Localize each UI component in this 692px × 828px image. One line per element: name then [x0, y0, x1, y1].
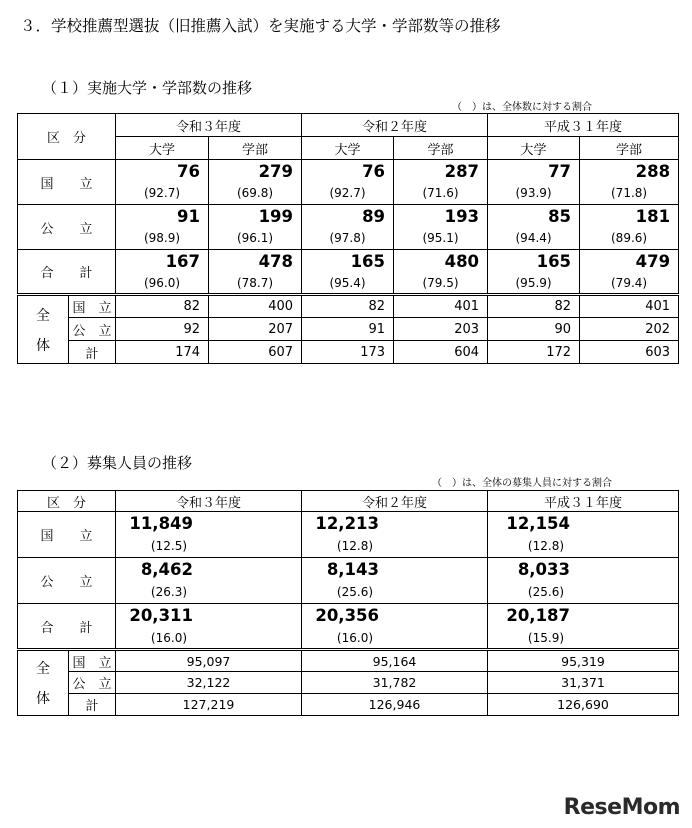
count-value: 165	[302, 250, 394, 273]
ratio-value: (89.6)	[580, 228, 679, 250]
ratio-value: (92.7)	[302, 183, 394, 205]
total-value: 172	[488, 341, 580, 364]
count-value: 479	[580, 250, 679, 273]
total-value: 207	[209, 318, 302, 341]
total-value: 31,782	[302, 672, 488, 694]
logo-text-post: Mom	[621, 795, 680, 820]
kubun-header: 区 分	[18, 491, 116, 512]
total-value: 31,371	[488, 672, 679, 694]
year-header: 令和３年度	[116, 491, 302, 512]
ratio-value: (26.3)	[116, 582, 302, 604]
ratio-value: (69.8)	[209, 183, 302, 205]
sub-header-faculty: 学部	[580, 137, 679, 160]
ratio-value: (79.5)	[394, 273, 488, 295]
ratio-value: (96.1)	[209, 228, 302, 250]
recruit-value: 11,849	[116, 512, 302, 536]
ratio-value: (12.8)	[488, 536, 679, 558]
total-value: 91	[302, 318, 394, 341]
total-value: 82	[302, 295, 394, 318]
ratio-value: (93.9)	[488, 183, 580, 205]
recruit-value: 8,033	[488, 558, 679, 582]
ratio-value: (71.8)	[580, 183, 679, 205]
count-value: 167	[116, 250, 209, 273]
count-value: 480	[394, 250, 488, 273]
total-value: 604	[394, 341, 488, 364]
ratio-value: (92.7)	[116, 183, 209, 205]
sub-header-univ: 大学	[116, 137, 209, 160]
logo-text-pre: Res	[563, 795, 608, 820]
kubun-header: 区 分	[18, 114, 116, 160]
recruit-value: 12,154	[488, 512, 679, 536]
total-label-bottom: 体	[36, 691, 50, 707]
total-value: 401	[580, 295, 679, 318]
count-value: 165	[488, 250, 580, 273]
section2-note: （ ）は、全体の募集人員に対する割合	[432, 478, 612, 489]
total-group-label	[18, 650, 69, 716]
total-row-label: 国 立	[69, 650, 116, 672]
recruit-value: 8,462	[116, 558, 302, 582]
ratio-value: (97.8)	[302, 228, 394, 250]
row-label: 公 立	[18, 205, 116, 250]
total-row-label: 計	[69, 694, 116, 716]
count-value: 181	[580, 205, 679, 228]
section2-title: （２）募集人員の推移	[42, 454, 193, 472]
count-value: 199	[209, 205, 302, 228]
ratio-value: (78.7)	[209, 273, 302, 295]
row-label: 国 立	[18, 512, 116, 558]
total-value: 82	[488, 295, 580, 318]
row-label: 合 計	[18, 604, 116, 650]
count-value: 287	[394, 160, 488, 183]
section1-title: （１）実施大学・学部数の推移	[42, 79, 253, 97]
count-value: 478	[209, 250, 302, 273]
total-value: 92	[116, 318, 209, 341]
total-value: 607	[209, 341, 302, 364]
count-value: 193	[394, 205, 488, 228]
total-value: 95,319	[488, 650, 679, 672]
total-label-bottom: 体	[36, 337, 50, 354]
count-value: 91	[116, 205, 209, 228]
page-title: ３．学校推薦型選抜（旧推薦入試）を実施する大学・学部数等の推移	[20, 17, 501, 35]
ratio-value: (15.9)	[488, 628, 679, 650]
count-value: 89	[302, 205, 394, 228]
total-label-top: 全	[36, 307, 50, 324]
year-header: 平成３１年度	[488, 114, 679, 137]
count-value: 77	[488, 160, 580, 183]
recruit-value: 20,311	[116, 604, 302, 628]
ratio-value: (12.5)	[116, 536, 302, 558]
row-label: 合 計	[18, 250, 116, 295]
total-group-label	[18, 295, 69, 364]
total-value: 126,690	[488, 694, 679, 716]
ratio-value: (71.6)	[394, 183, 488, 205]
sub-header-faculty: 学部	[209, 137, 302, 160]
ratio-value: (12.8)	[302, 536, 488, 558]
total-row-label: 公 立	[69, 318, 116, 341]
row-label: 国 立	[18, 160, 116, 205]
ratio-value: (16.0)	[116, 628, 302, 650]
total-value: 173	[302, 341, 394, 364]
logo-text-mid: e	[607, 795, 622, 820]
recruit-value: 12,213	[302, 512, 488, 536]
total-value: 127,219	[116, 694, 302, 716]
ratio-value: (98.9)	[116, 228, 209, 250]
total-value: 203	[394, 318, 488, 341]
total-value: 82	[116, 295, 209, 318]
ratio-value: (96.0)	[116, 273, 209, 295]
total-value: 95,097	[116, 650, 302, 672]
total-value: 401	[394, 295, 488, 318]
count-value: 76	[302, 160, 394, 183]
total-value: 400	[209, 295, 302, 318]
total-value: 603	[580, 341, 679, 364]
ratio-value: (95.9)	[488, 273, 580, 295]
row-label: 公 立	[18, 558, 116, 604]
sub-header-univ: 大学	[302, 137, 394, 160]
count-value: 85	[488, 205, 580, 228]
resemom-logo	[564, 795, 680, 820]
total-value: 95,164	[302, 650, 488, 672]
recruitment-table	[17, 490, 679, 716]
section1-note: （ ）は、全体数に対する割合	[452, 102, 592, 113]
total-value: 32,122	[116, 672, 302, 694]
total-label-top: 全	[36, 661, 50, 677]
recruit-value: 20,187	[488, 604, 679, 628]
year-header: 平成３１年度	[488, 491, 679, 512]
year-header: 令和２年度	[302, 491, 488, 512]
ratio-value: (95.1)	[394, 228, 488, 250]
total-row-label: 計	[69, 341, 116, 364]
total-value: 174	[116, 341, 209, 364]
ratio-value: (94.4)	[488, 228, 580, 250]
count-value: 76	[116, 160, 209, 183]
year-header: 令和３年度	[116, 114, 302, 137]
recruit-value: 20,356	[302, 604, 488, 628]
sub-header-faculty: 学部	[394, 137, 488, 160]
ratio-value: (79.4)	[580, 273, 679, 295]
sub-header-univ: 大学	[488, 137, 580, 160]
total-value: 202	[580, 318, 679, 341]
ratio-value: (25.6)	[488, 582, 679, 604]
ratio-value: (95.4)	[302, 273, 394, 295]
school-count-table	[17, 113, 679, 364]
ratio-value: (16.0)	[302, 628, 488, 650]
ratio-value: (25.6)	[302, 582, 488, 604]
recruit-value: 8,143	[302, 558, 488, 582]
count-value: 279	[209, 160, 302, 183]
total-row-label: 公 立	[69, 672, 116, 694]
year-header: 令和２年度	[302, 114, 488, 137]
total-value: 126,946	[302, 694, 488, 716]
total-value: 90	[488, 318, 580, 341]
total-row-label: 国 立	[69, 295, 116, 318]
count-value: 288	[580, 160, 679, 183]
